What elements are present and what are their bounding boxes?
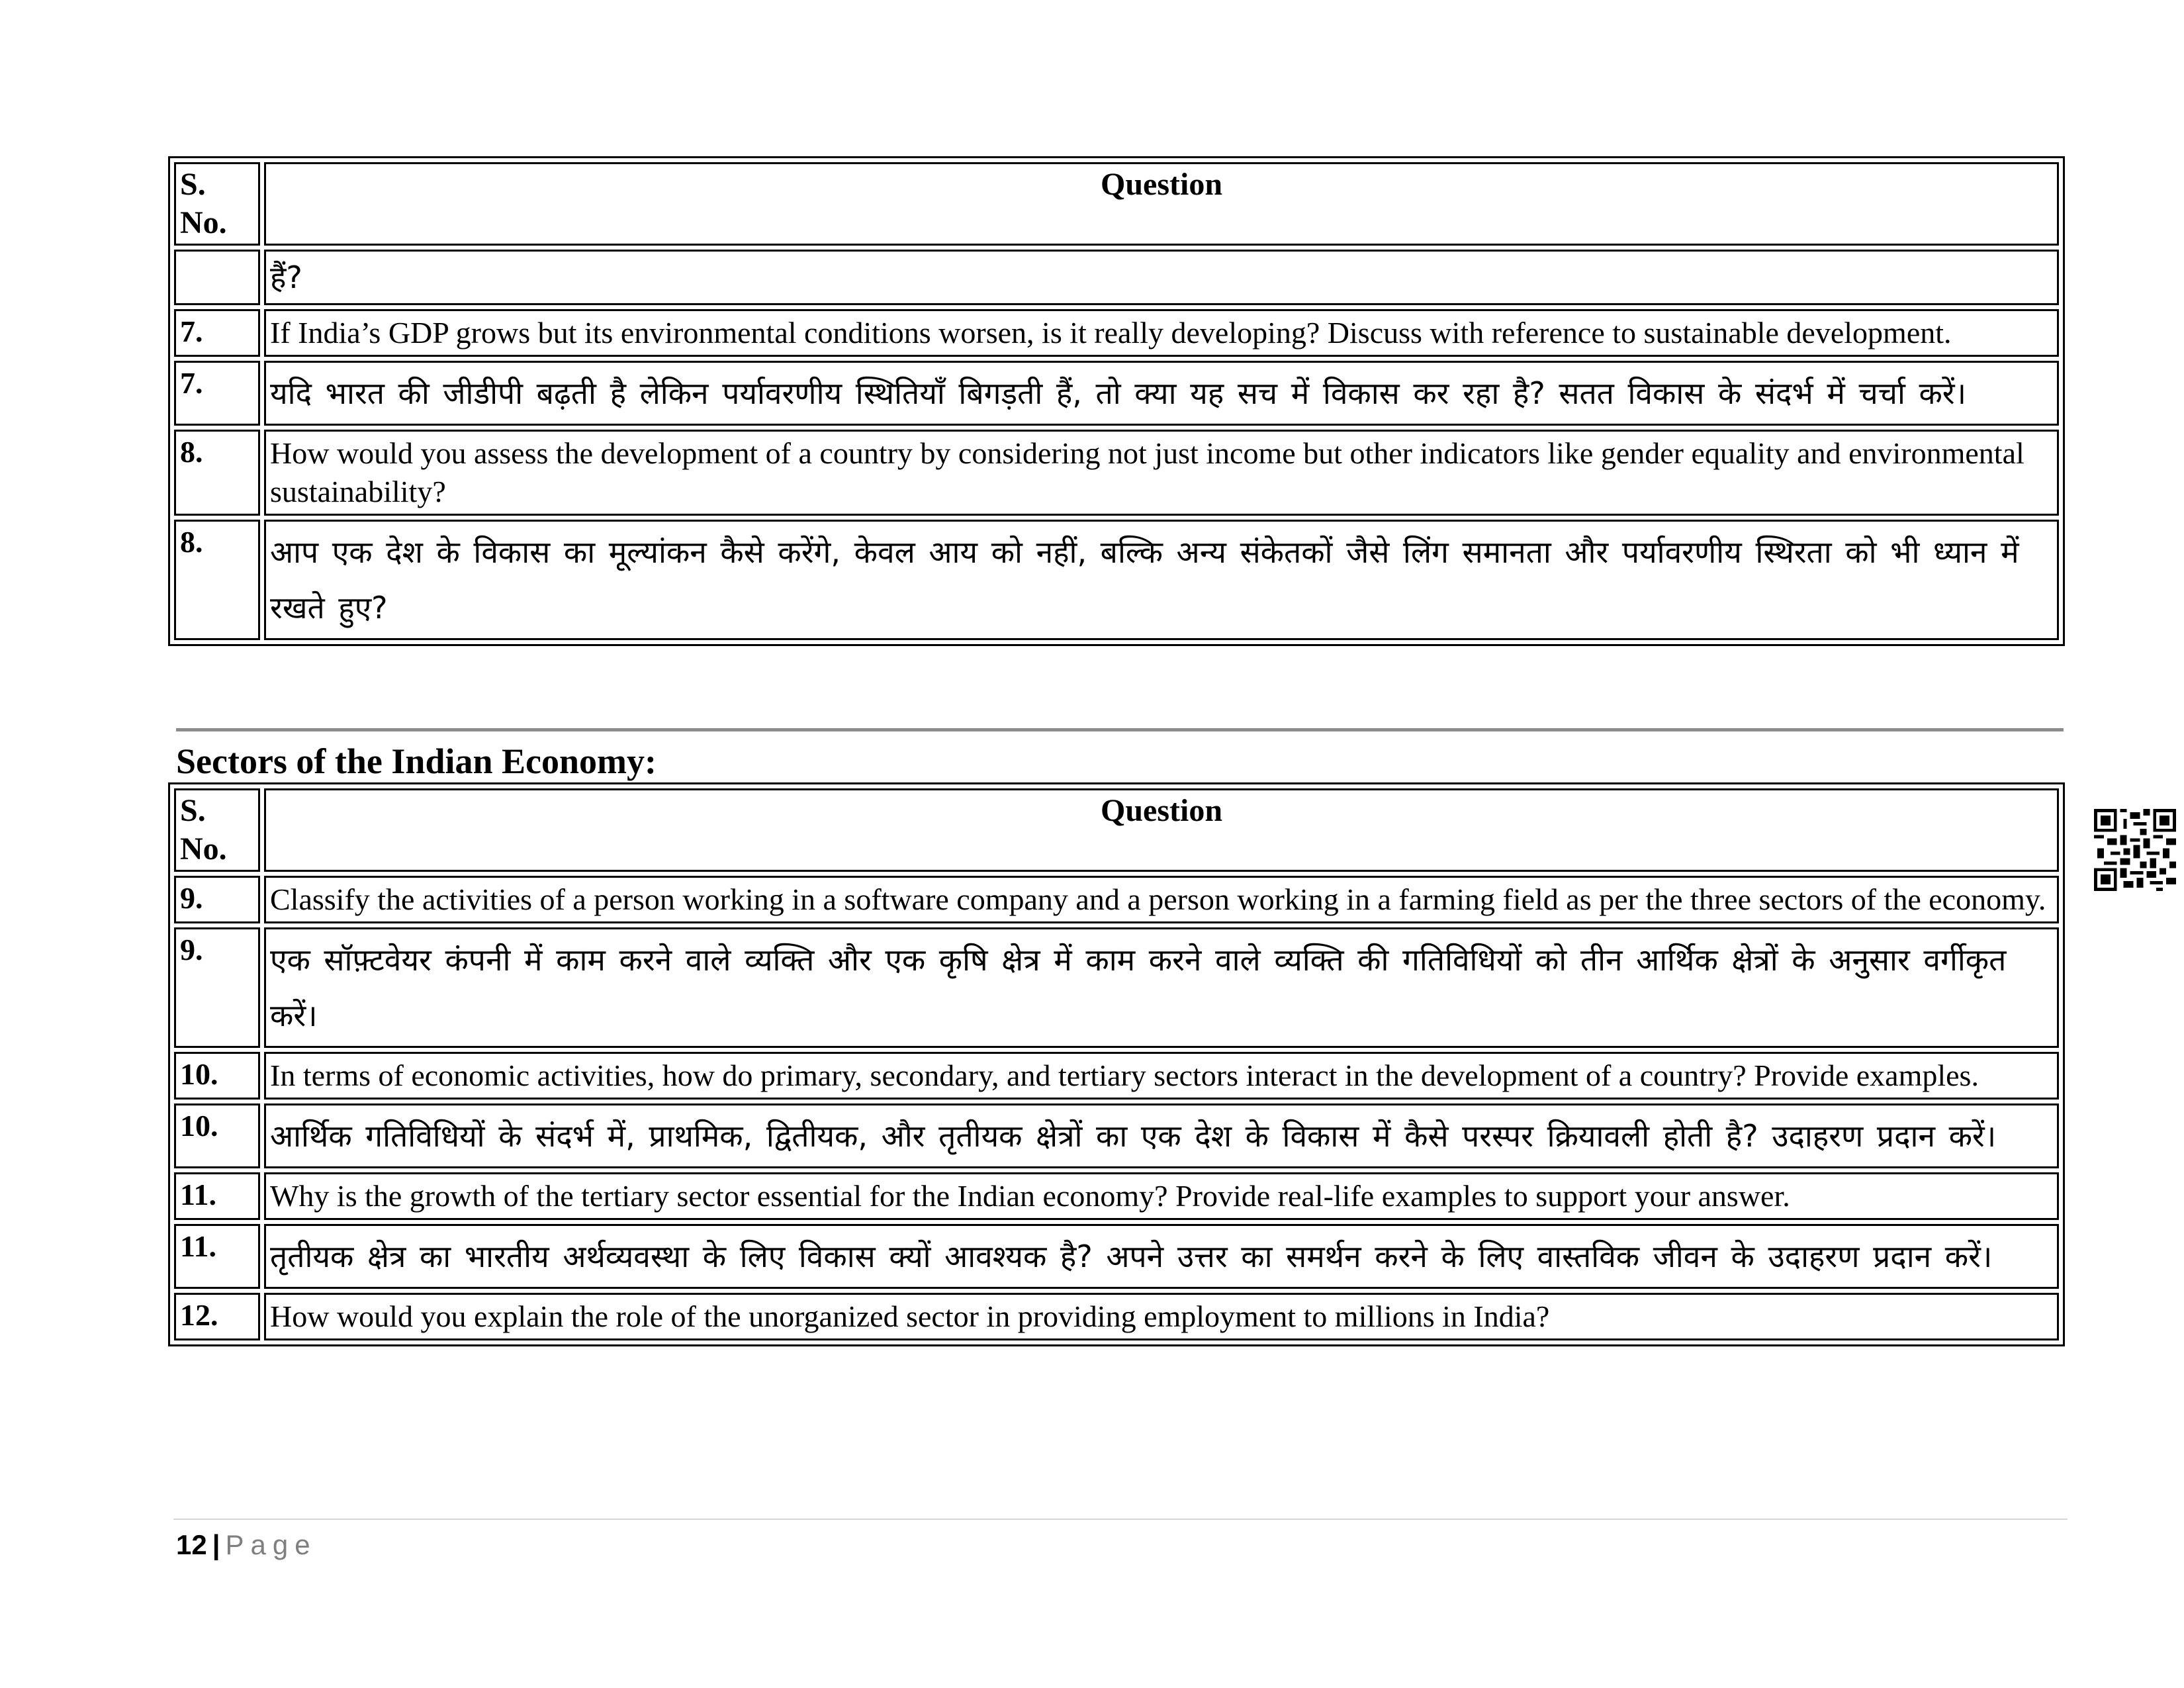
footer-divider	[173, 1519, 2068, 1520]
row-sno: 12.	[174, 1293, 260, 1340]
table-row	[174, 1052, 2059, 1100]
question-text-english: Why is the growth of the tertiary sector essential for the Indian economy? Provide real-life examples to support your answer.	[264, 1172, 2059, 1220]
page-footer	[176, 1526, 317, 1564]
question-text-english: How would you explain the role of the unorganized sector in providing employment to millions in India?	[264, 1293, 2059, 1340]
question-text-english: If India’s GDP grows but its environmental conditions worsen, is it really developing? Discuss with reference to sustainable development.	[264, 309, 2059, 357]
table-row	[174, 1293, 2059, 1340]
table-row	[174, 309, 2059, 357]
table-row	[174, 361, 2059, 426]
page-label: Page	[225, 1529, 317, 1560]
question-header: Question	[264, 788, 2059, 872]
table-row	[174, 876, 2059, 923]
section-heading: Sectors of the Indian Economy:	[176, 741, 657, 781]
row-sno: 9.	[174, 876, 260, 923]
table-row	[174, 250, 2059, 305]
question-header: Question	[264, 162, 2059, 246]
sno-header: S. No.	[174, 788, 260, 872]
row-sno: 11.	[174, 1172, 260, 1220]
page-number: 12	[176, 1529, 207, 1560]
table-row	[174, 1103, 2059, 1168]
question-text-hindi: तृतीयक क्षेत्र का भारतीय अर्थव्यवस्था के लिए विकास क्यों आवश्यक है? अपने उत्तर का समर्थन करने के लिए वास्तविक जीवन के उदाहरण प्रदान करें।	[264, 1224, 2059, 1289]
table-row	[174, 520, 2059, 640]
question-text-english: How would you assess the development of a country by considering not just income but other indicators like gender equality and environmental sustainability?	[264, 430, 2059, 516]
table-row	[174, 1224, 2059, 1289]
question-text-hindi: आर्थिक गतिविधियों के संदर्भ में, प्राथमिक, द्वितीयक, और तृतीयक क्षेत्रों का एक देश के विकास में कैसे परस्पर क्रियावली होती है? उदाहरण प्रदान करें।	[264, 1103, 2059, 1168]
row-sno: 9.	[174, 927, 260, 1048]
question-text-hindi: हैं?	[264, 250, 2059, 305]
table-row	[174, 927, 2059, 1048]
table-header-row	[174, 162, 2059, 246]
row-sno: 8.	[174, 520, 260, 640]
row-sno: 10.	[174, 1103, 260, 1168]
footer-separator: |	[212, 1529, 220, 1560]
row-sno	[174, 250, 260, 305]
table-row	[174, 1172, 2059, 1220]
section-divider	[176, 728, 2064, 731]
row-sno: 8.	[174, 430, 260, 516]
row-sno: 7.	[174, 361, 260, 426]
question-text-english: Classify the activities of a person working in a software company and a person working in a farming field as per the three sectors of the economy.	[264, 876, 2059, 923]
row-sno: 10.	[174, 1052, 260, 1100]
question-text-hindi: यदि भारत की जीडीपी बढ़ती है लेकिन पर्यावरणीय स्थितियाँ बिगड़ती हैं, तो क्या यह सच में विकास कर रहा है? सतत विकास के संदर्भ में चर्चा करें।	[264, 361, 2059, 426]
row-sno: 7.	[174, 309, 260, 357]
question-text-english: In terms of economic activities, how do primary, secondary, and tertiary sectors interact in the development of a country? Provide examples.	[264, 1052, 2059, 1100]
row-sno: 11.	[174, 1224, 260, 1289]
question-text-hindi: एक सॉफ़्टवेयर कंपनी में काम करने वाले व्यक्ति और एक कृषि क्षेत्र में काम करने वाले व्यक्ति की गतिविधियों को तीन आर्थिक क्षेत्रों के अनुसार वर्गीकृत करें।	[264, 927, 2059, 1048]
question-table-sectors	[168, 782, 2065, 1346]
question-table-development	[168, 156, 2065, 646]
table-header-row	[174, 788, 2059, 872]
qr-code-icon[interactable]	[2094, 809, 2176, 894]
table-row	[174, 430, 2059, 516]
question-text-hindi: आप एक देश के विकास का मूल्यांकन कैसे करेंगे, केवल आय को नहीं, बल्कि अन्य संकेतकों जैसे लिंग समानता और पर्यावरणीय स्थिरता को भी ध्यान में रखते हुए?	[264, 520, 2059, 640]
sno-header: S. No.	[174, 162, 260, 246]
